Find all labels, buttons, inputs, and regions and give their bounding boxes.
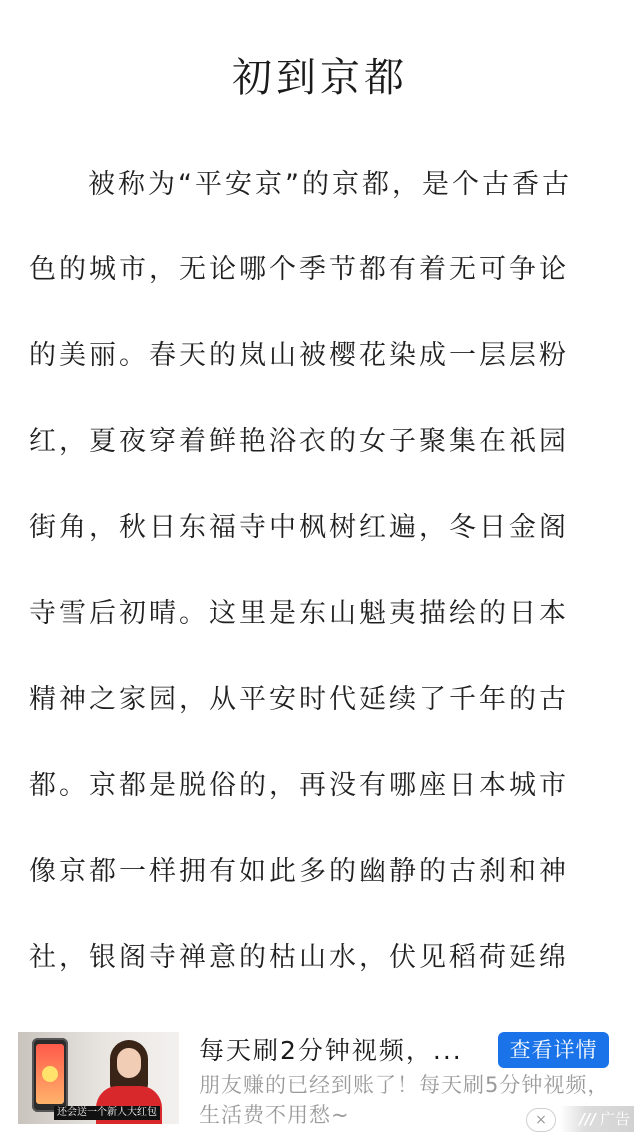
article-line: 红，夏夜穿着鲜艳浴衣的女子聚集在祇园 bbox=[29, 426, 569, 457]
ad-tag-label: 广告 bbox=[599, 1110, 630, 1128]
article-line: 社，银阁寺禅意的枯山水，伏见稻荷延绵 bbox=[29, 942, 569, 973]
ad-thumbnail[interactable] bbox=[18, 1032, 179, 1124]
article-line: 寺雪后初晴。这里是东山魁夷描绘的日本 bbox=[29, 598, 569, 629]
thumbnail-caption: 还会送一个新人大红包 bbox=[54, 1106, 160, 1120]
view-details-button[interactable]: 查看详情 bbox=[498, 1032, 609, 1068]
article-line: 街角，秋日东福寺中枫树红遍，冬日金阁 bbox=[29, 512, 569, 543]
article-line: 像京都一样拥有如此多的幽静的古刹和神 bbox=[29, 856, 569, 887]
article-line: 的美丽。春天的岚山被樱花染成一层层粉 bbox=[29, 340, 569, 371]
article-title: 初到京都 bbox=[232, 55, 408, 101]
close-icon[interactable]: × bbox=[526, 1108, 556, 1132]
ad-description[interactable]: 朋友赚的已经到账了！每天刷5分钟视频，生活费不用愁~ bbox=[199, 1073, 610, 1127]
ad-title[interactable]: 每天刷2分钟视频，... bbox=[199, 1036, 463, 1065]
article-line: 都。京都是脱俗的，再没有哪座日本城市 bbox=[29, 770, 569, 801]
article-line: 被称为“平安京”的京都，是个古香古 bbox=[88, 169, 572, 200]
phone-image bbox=[32, 1038, 68, 1112]
ad-banner[interactable] bbox=[0, 1020, 640, 1138]
ad-tag bbox=[560, 1106, 634, 1132]
ad-network-logo-icon: /// bbox=[579, 1110, 596, 1128]
article-line: 色的城市，无论哪个季节都有着无可争论 bbox=[29, 254, 569, 285]
article-line: 精神之家园，从平安时代延续了千年的古 bbox=[29, 684, 569, 715]
